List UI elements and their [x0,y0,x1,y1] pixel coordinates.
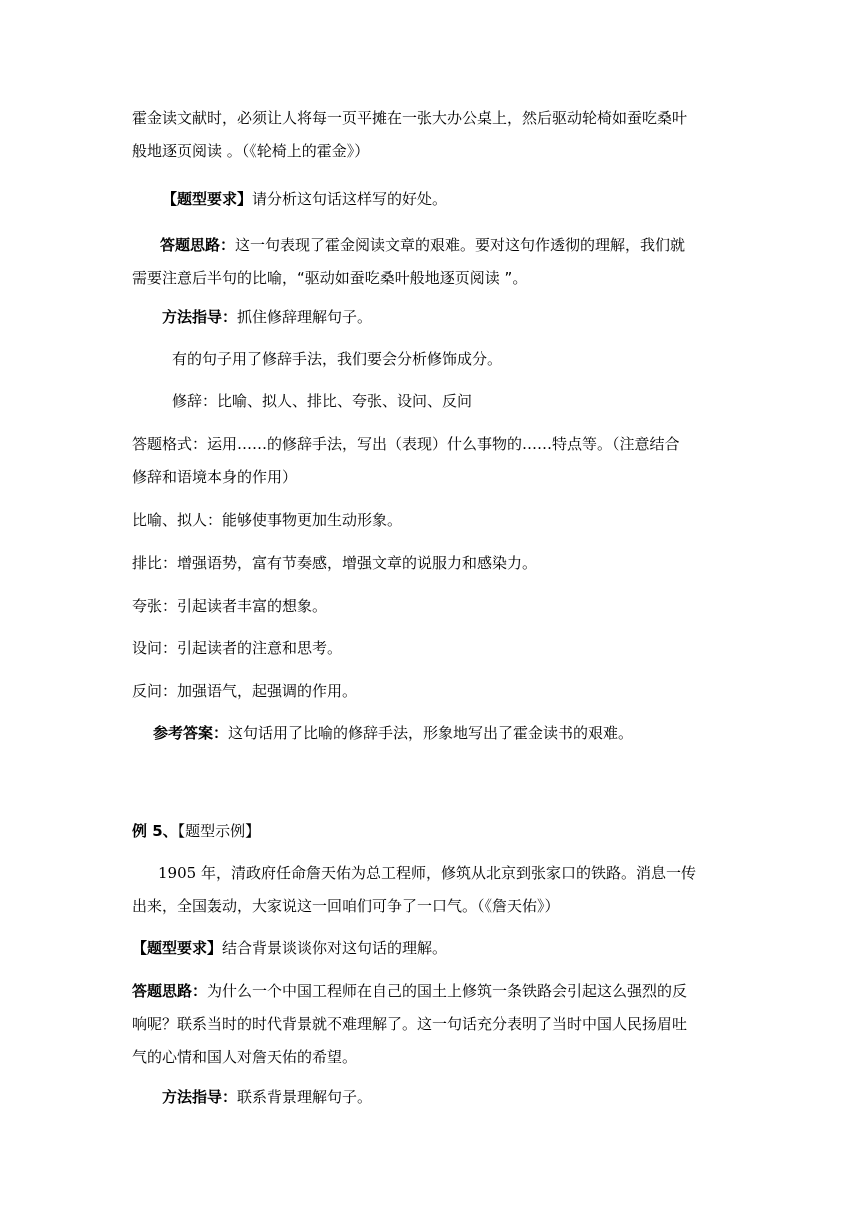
method-label: 方法指导： [162,1088,238,1106]
answer-thinking-2-line-2: 响呢？联系当时的时代背景就不难理解了。这一句话充分表明了当时中国人民扬眉吐 [132,1015,688,1033]
answer-format-line-1: 答题格式：运用……的修辞手法，写出（表现）什么事物的……特点等。（注意结合 [132,435,680,453]
answer-thinking-1-line-2: 需要注意后半句的比喻，“驱动如蚕吃桑叶般地逐页阅读 ”。 [132,269,528,287]
question-requirement-1 [162,183,762,216]
reference-answer-1 [153,717,753,750]
answer-text: 这句话用了比喻的修辞手法，形象地写出了霍金读书的艰难。 [228,724,634,742]
requirement-label: 【题型要求】 [162,190,253,208]
example-5-heading [132,815,732,848]
example-label: 例 5、 [132,822,178,840]
requirement-label: 【题型要求】 [132,939,223,957]
method-text: 联系背景理解句子。 [237,1088,373,1106]
method-label: 方法指导： [162,308,238,326]
method-guidance-1 [162,301,762,334]
effect-exaggeration: 夸张：引起读者丰富的想象。 [132,597,328,615]
effect-rhetorical-question: 设问：引起读者的注意和思考。 [132,639,343,657]
note-rhetoric: 有的句子用了修辞手法，我们要会分析修饰成分。 [172,350,503,368]
thinking-text: 这一句表现了霍金阅读文章的艰难。要对这句作透彻的理解，我们就 [235,236,686,254]
answer-thinking-2-line-3: 气的心情和国人对詹天佑的希望。 [132,1048,358,1066]
answer-format-line-2: 修辞和语境本身的作用） [132,468,298,486]
method-guidance-2 [162,1081,762,1114]
example-quote-line-2: 出来，全国轰动，大家说这一回咱们可争了一口气。（《詹天佑》） [132,897,560,915]
quote-line-1: 霍金读文献时，必须让人将每一页平摊在一张大办公桌上，然后驱动轮椅如蚕吃桑叶 [132,109,688,127]
answer-thinking-1-line-1 [160,229,760,262]
requirement-text: 结合背景谈谈你对这句话的理解。 [222,939,448,957]
thinking-text: 为什么一个中国工程师在自己的国土上修筑一条铁路会引起这么强烈的反 [207,982,688,1000]
thinking-label: 答题思路： [160,236,236,254]
example-quote-line-1: 1905 年，清政府任命詹天佑为总工程师，修筑从北京到张家口的铁路。消息一传 [158,864,696,882]
requirement-text: 请分析这句话这样写的好处。 [252,190,448,208]
thinking-label: 答题思路： [132,982,208,1000]
question-requirement-2 [132,932,732,965]
method-text: 抓住修辞理解句子。 [237,308,373,326]
example-tag: 【题型示例】 [177,822,261,840]
effect-metaphor: 比喻、拟人：能够使事物更加生动形象。 [132,511,403,529]
answer-label: 参考答案： [153,724,229,742]
quote-line-2: 般地逐页阅读 。（《轮椅上的霍金》） [132,142,370,160]
note-rhetoric-list: 修辞：比喻、拟人、排比、夸张、设问、反问 [172,392,473,410]
answer-thinking-2-line-1 [132,975,732,1008]
effect-counter-question: 反问：加强语气，起强调的作用。 [132,682,358,700]
effect-parallelism: 排比：增强语势，富有节奏感，增强文章的说服力和感染力。 [132,554,538,572]
